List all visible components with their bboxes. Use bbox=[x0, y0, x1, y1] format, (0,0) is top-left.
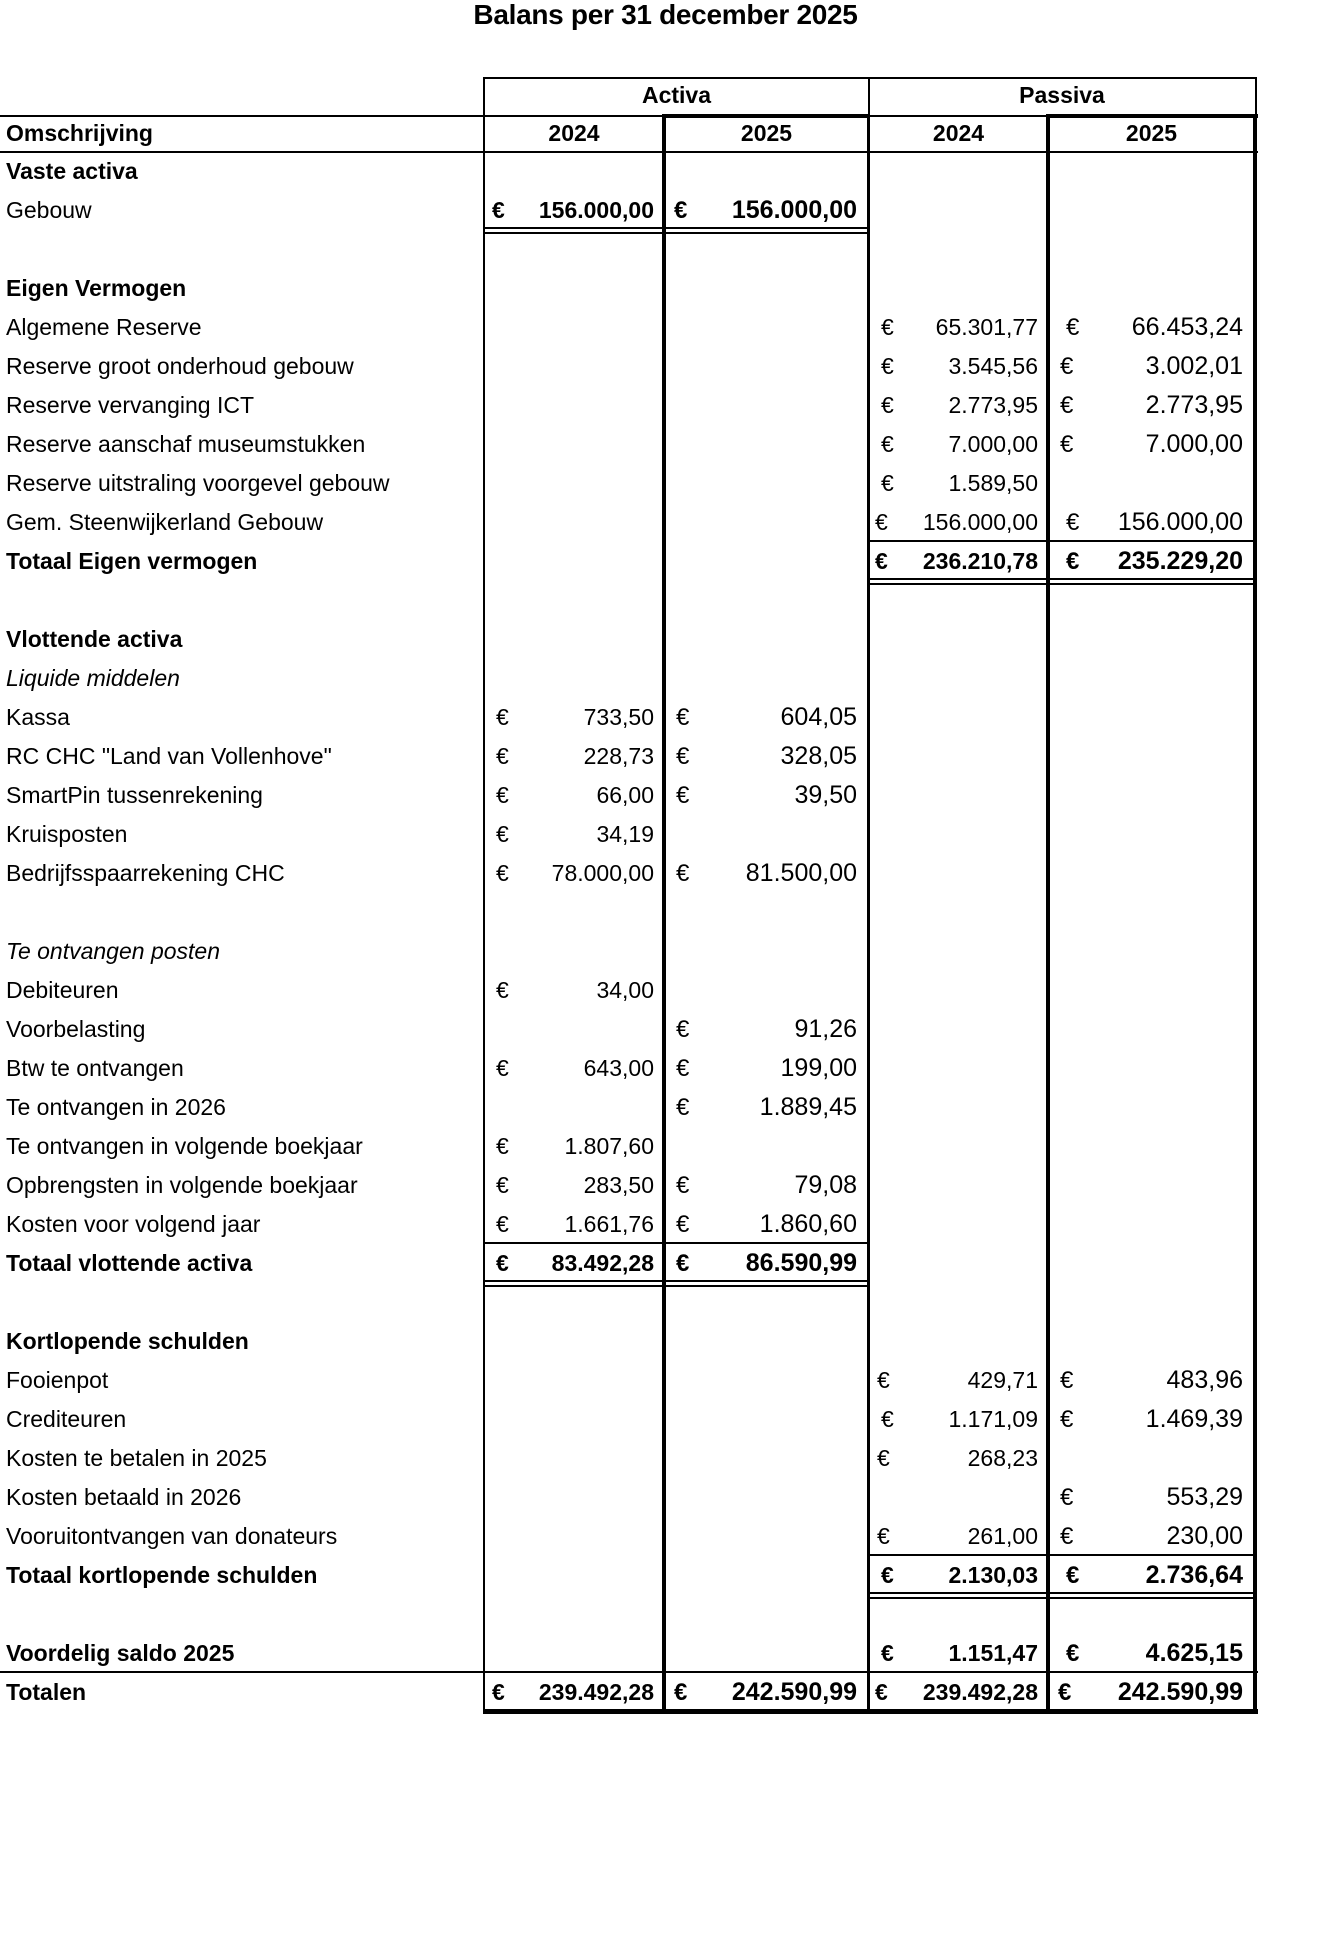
row-label: Opbrengsten in volgende boekjaar bbox=[6, 1172, 358, 1198]
passiva-2024-value: € 1.171,09 bbox=[881, 1406, 1038, 1432]
row-label: SmartPin tussenrekening bbox=[6, 782, 263, 808]
row-label: Totaal vlottende activa bbox=[6, 1250, 253, 1276]
passiva-2025-value: € 553,29 bbox=[1060, 1483, 1243, 1511]
table-row bbox=[0, 1556, 1260, 1595]
table-row bbox=[0, 1478, 1260, 1517]
table-row bbox=[0, 1205, 1260, 1244]
activa-2025-value: € 79,08 bbox=[676, 1171, 857, 1199]
row-label: Reserve aanschaf museumstukken bbox=[6, 431, 366, 457]
passiva-2025-value: € 1.469,39 bbox=[1060, 1405, 1243, 1433]
row-label: Reserve vervanging ICT bbox=[6, 392, 254, 418]
row-label: Totaal kortlopende schulden bbox=[6, 1562, 318, 1588]
activa-2025-value: € 1.889,45 bbox=[676, 1093, 857, 1121]
activa-2025-value: € 81.500,00 bbox=[676, 859, 857, 887]
table-row bbox=[0, 776, 1260, 815]
passiva-2024-value: € 65.301,77 bbox=[881, 314, 1038, 340]
table-row bbox=[0, 386, 1260, 425]
table-row bbox=[0, 1010, 1260, 1049]
row-label: Btw te ontvangen bbox=[6, 1055, 184, 1081]
passiva-header: Passiva bbox=[1019, 82, 1105, 108]
table-row bbox=[0, 737, 1260, 776]
activa-2024-value: € 34,00 bbox=[496, 977, 654, 1003]
activa-2025-header: 2025 bbox=[740, 120, 793, 146]
table-row bbox=[0, 1322, 1260, 1361]
passiva-2024-value: € 2.773,95 bbox=[881, 392, 1038, 418]
row-label: Gem. Steenwijkerland Gebouw bbox=[6, 509, 324, 535]
row-label: Vaste activa bbox=[6, 158, 138, 184]
activa-2025-value: € 91,26 bbox=[676, 1015, 857, 1043]
table-row bbox=[0, 1634, 1260, 1673]
table-row bbox=[0, 1361, 1260, 1400]
row-label: Crediteuren bbox=[6, 1406, 127, 1432]
table-row bbox=[0, 659, 1260, 698]
table-row bbox=[0, 1517, 1260, 1556]
passiva-2025-header: 2025 bbox=[1125, 120, 1178, 146]
table-row bbox=[0, 932, 1260, 971]
column-header-row bbox=[0, 115, 1260, 152]
balance-sheet-table bbox=[0, 77, 1260, 1712]
row-label: Voordelig saldo 2025 bbox=[6, 1640, 235, 1666]
table-row bbox=[0, 1166, 1260, 1205]
table-row bbox=[0, 1439, 1260, 1478]
passiva-2025-value: € 66.453,24 bbox=[1066, 313, 1243, 341]
activa-2024-value: € 66,00 bbox=[496, 782, 654, 808]
activa-2025-value: € 199,00 bbox=[676, 1054, 857, 1082]
row-label: Te ontvangen in 2026 bbox=[6, 1094, 226, 1120]
table-row bbox=[0, 425, 1260, 464]
row-label: Algemene Reserve bbox=[6, 314, 202, 340]
passiva-2025-value: € 4.625,15 bbox=[1066, 1639, 1243, 1667]
table-row bbox=[0, 503, 1260, 542]
table-row bbox=[0, 308, 1260, 347]
activa-2025-value: € 1.860,60 bbox=[676, 1210, 857, 1238]
activa-2024-value: € 643,00 bbox=[496, 1055, 654, 1081]
passiva-2025-value: € 7.000,00 bbox=[1060, 430, 1243, 458]
row-label: Debiteuren bbox=[6, 977, 119, 1003]
passiva-2025-value: € 2.773,95 bbox=[1060, 391, 1243, 419]
passiva-2024-value: € 429,71 bbox=[877, 1367, 1038, 1393]
passiva-2024-value: € 3.545,56 bbox=[881, 353, 1038, 379]
table-row bbox=[0, 620, 1260, 659]
passiva-2025-total: € 2.736,64 bbox=[1066, 1561, 1243, 1589]
row-label: Eigen Vermogen bbox=[6, 275, 187, 301]
row-label: Reserve groot onderhoud gebouw bbox=[6, 353, 354, 379]
passiva-2024-total: € 239.492,28 bbox=[875, 1679, 1038, 1705]
row-label: Bedrijfsspaarrekening CHC bbox=[6, 860, 285, 886]
passiva-2024-value: € 156.000,00 bbox=[875, 509, 1038, 535]
activa-2025-value: € 39,50 bbox=[676, 781, 857, 809]
passiva-2025-total: € 242.590,99 bbox=[1058, 1678, 1243, 1706]
row-label: Vooruitontvangen van donateurs bbox=[6, 1523, 338, 1549]
passiva-2024-total: € 2.130,03 bbox=[881, 1562, 1038, 1588]
table-row bbox=[0, 1049, 1260, 1088]
activa-2024-value: € 283,50 bbox=[496, 1172, 654, 1198]
passiva-2024-value: € 1.589,50 bbox=[881, 470, 1038, 496]
passiva-2024-value: € 261,00 bbox=[877, 1523, 1038, 1549]
activa-2024-value: € 1.807,60 bbox=[496, 1133, 654, 1159]
table-row bbox=[0, 269, 1260, 308]
row-label: Vlottende activa bbox=[6, 626, 183, 652]
table-row bbox=[0, 971, 1260, 1010]
table-row bbox=[0, 698, 1260, 737]
table-row bbox=[0, 1400, 1260, 1439]
table-row bbox=[0, 815, 1260, 854]
passiva-2024-total: € 236.210,78 bbox=[875, 548, 1038, 574]
row-label: Te ontvangen in volgende boekjaar bbox=[6, 1133, 363, 1159]
row-label: Kosten voor volgend jaar bbox=[6, 1211, 261, 1237]
passiva-2024-value: € 1.151,47 bbox=[881, 1640, 1038, 1666]
table-row bbox=[0, 1244, 1260, 1283]
activa-2025-total: € 86.590,99 bbox=[676, 1249, 857, 1277]
passiva-2024-header: 2024 bbox=[932, 120, 985, 146]
totals-row bbox=[0, 1673, 1260, 1712]
row-label: Reserve uitstraling voorgevel gebouw bbox=[6, 470, 390, 496]
blank-row bbox=[0, 581, 1260, 620]
activa-2024-value: € 1.661,76 bbox=[496, 1211, 654, 1237]
passiva-2025-value: € 3.002,01 bbox=[1060, 352, 1243, 380]
blank-row bbox=[0, 893, 1260, 932]
table-row bbox=[0, 191, 1260, 230]
table-row bbox=[0, 152, 1260, 191]
passiva-2025-value: € 483,96 bbox=[1060, 1366, 1243, 1394]
activa-2025-total: € 242.590,99 bbox=[674, 1678, 857, 1706]
row-label: Totalen bbox=[6, 1679, 87, 1705]
row-label: Fooienpot bbox=[6, 1367, 109, 1393]
table-row bbox=[0, 1127, 1260, 1166]
table-row bbox=[0, 854, 1260, 893]
activa-2024-value: € 34,19 bbox=[496, 821, 654, 847]
activa-2024-total: € 83.492,28 bbox=[496, 1250, 654, 1276]
omschrijving-header: Omschrijving bbox=[6, 120, 153, 146]
activa-2024-value: € 733,50 bbox=[496, 704, 654, 730]
activa-header: Activa bbox=[641, 82, 712, 108]
row-label: Te ontvangen posten bbox=[6, 938, 220, 964]
passiva-2024-value: € 268,23 bbox=[877, 1445, 1038, 1471]
table-row bbox=[0, 542, 1260, 581]
activa-2024-value: € 228,73 bbox=[496, 743, 654, 769]
blank-row bbox=[0, 1283, 1260, 1322]
row-label: Voorbelasting bbox=[6, 1016, 146, 1042]
activa-2024-value: € 78.000,00 bbox=[496, 860, 654, 886]
blank-row bbox=[0, 230, 1260, 269]
row-label: Kosten betaald in 2026 bbox=[6, 1484, 242, 1510]
passiva-2025-value: € 230,00 bbox=[1060, 1522, 1243, 1550]
row-label: Kruisposten bbox=[6, 821, 128, 847]
passiva-2025-total: € 235.229,20 bbox=[1066, 547, 1243, 575]
activa-2024-header: 2024 bbox=[548, 120, 600, 146]
passiva-2025-value: € 156.000,00 bbox=[1066, 508, 1243, 536]
table-row bbox=[0, 464, 1260, 503]
table-row bbox=[0, 1088, 1260, 1127]
row-label: Kortlopende schulden bbox=[6, 1328, 249, 1354]
row-label: Totaal Eigen vermogen bbox=[6, 548, 258, 574]
blank-row bbox=[0, 1595, 1260, 1634]
activa-2024-value: € 156.000,00 bbox=[492, 197, 654, 223]
row-label: RC CHC "Land van Vollenhove" bbox=[6, 743, 332, 769]
passiva-2024-value: € 7.000,00 bbox=[881, 431, 1038, 457]
row-label: Liquide middelen bbox=[6, 665, 180, 691]
group-header-row bbox=[0, 77, 1260, 115]
row-label: Gebouw bbox=[6, 197, 92, 223]
activa-2025-value: € 328,05 bbox=[676, 742, 857, 770]
activa-2024-total: € 239.492,28 bbox=[492, 1679, 654, 1705]
activa-2025-value: € 156.000,00 bbox=[674, 196, 857, 224]
row-label: Kosten te betalen in 2025 bbox=[6, 1445, 267, 1471]
table-row bbox=[0, 347, 1260, 386]
row-label: Kassa bbox=[6, 704, 70, 730]
page-title: Balans per 31 december 2025 bbox=[473, 0, 858, 30]
activa-2025-value: € 604,05 bbox=[676, 703, 857, 731]
